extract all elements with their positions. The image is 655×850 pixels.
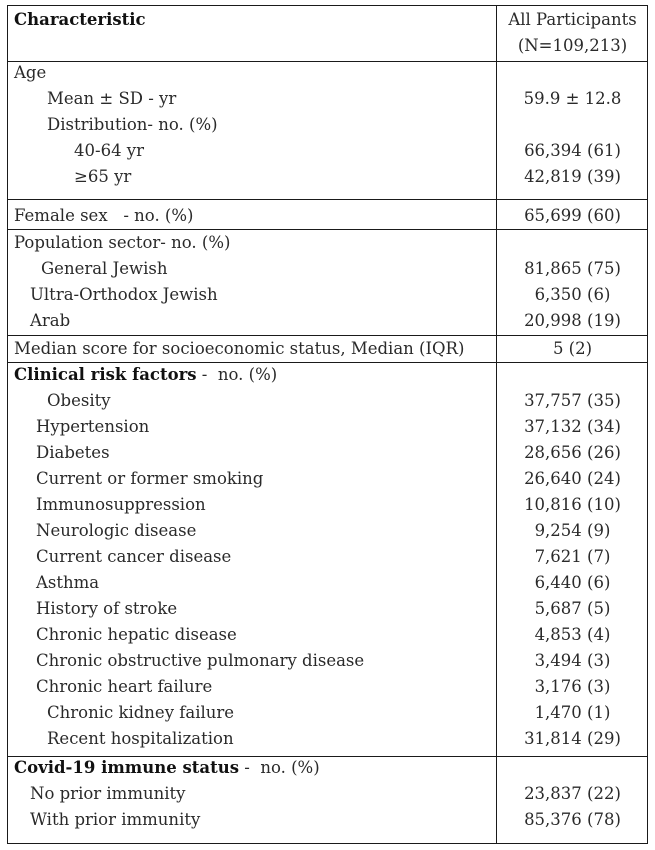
row-divider: [8, 362, 647, 363]
clinical-row-value: 31,814 (29): [524, 729, 621, 748]
female-label: Female sex - no. (%): [14, 206, 194, 225]
clinical-row-value: 26,640 (24): [524, 469, 621, 488]
covid-row-value: 85,376 (78): [524, 810, 621, 829]
clinical-heading: [14, 365, 277, 385]
ses-label: Median score for socioeconomic status, Median (IQR): [14, 339, 465, 358]
age-mean-label: Mean ± SD - yr: [47, 89, 177, 108]
clinical-row-label: Neurologic disease: [36, 521, 197, 540]
population-label: Population sector- no. (%): [14, 233, 231, 252]
clinical-row-label: Immunosuppression: [36, 495, 206, 514]
age-mean-value: 59.9 ± 12.8: [523, 89, 622, 108]
clinical-row-value: 6,440 (6): [534, 573, 611, 592]
covid-suffix: - no. (%): [239, 758, 320, 777]
clinical-row-value: 9,254 (9): [534, 521, 611, 540]
clinical-row-label: Chronic kidney failure: [47, 703, 235, 722]
population-row-label: General Jewish: [41, 259, 168, 278]
clinical-row-label: Current or former smoking: [36, 469, 264, 488]
row-divider: [8, 229, 647, 230]
covid-row-value: 23,837 (22): [524, 784, 621, 803]
clinical-row-label: Chronic hepatic disease: [36, 625, 237, 644]
header-n: (N=109,213): [517, 36, 628, 55]
row-divider: [8, 756, 647, 757]
clinical-row-label: Current cancer disease: [36, 547, 232, 566]
clinical-suffix: - no. (%): [196, 365, 278, 384]
age-group1-value: 66,394 (61): [524, 141, 621, 160]
population-row-label: Ultra-Orthodox Jewish: [30, 285, 218, 304]
clinical-row-label: Asthma: [36, 573, 100, 592]
age-group2-label: ≥65 yr: [74, 167, 132, 186]
clinical-row-value: 37,132 (34): [524, 417, 621, 436]
clinical-row-value: 3,176 (3): [534, 677, 611, 696]
row-divider: [8, 61, 647, 62]
clinical-row-label: Recent hospitalization: [47, 729, 234, 748]
age-group2-value: 42,819 (39): [524, 167, 621, 186]
covid-row-label: No prior immunity: [30, 784, 186, 803]
female-value: 65,699 (60): [524, 206, 621, 225]
clinical-row-label: Hypertension: [36, 417, 150, 436]
clinical-row-value: 5,687 (5): [534, 599, 611, 618]
covid-heading: [14, 758, 320, 778]
population-row-value: 6,350 (6): [534, 285, 611, 304]
clinical-row-value: 3,494 (3): [534, 651, 611, 670]
clinical-row-label: History of stroke: [36, 599, 178, 618]
population-row-value: 20,998 (19): [524, 311, 621, 330]
age-group1-label: 40-64 yr: [74, 141, 145, 160]
clinical-row-label: Diabetes: [36, 443, 110, 462]
row-divider: [8, 199, 647, 200]
clinical-row-value: 28,656 (26): [524, 443, 621, 462]
covid-row-label: With prior immunity: [30, 810, 201, 829]
population-row-value: 81,865 (75): [524, 259, 621, 278]
clinical-row-value: 4,853 (4): [534, 625, 611, 644]
population-row-label: Arab: [30, 311, 71, 330]
clinical-row-label: Obesity: [47, 391, 111, 410]
header-characteristic: Characteristic: [14, 10, 146, 29]
covid-title: Covid-19 immune status: [14, 758, 240, 777]
clinical-row-label: Chronic heart failure: [36, 677, 213, 696]
age-distribution-label: Distribution- no. (%): [47, 115, 218, 134]
age-label: Age: [14, 63, 47, 82]
clinical-row-value: 37,757 (35): [524, 391, 621, 410]
ses-value: 5 (2): [552, 339, 593, 358]
clinical-row-value: 1,470 (1): [534, 703, 611, 722]
row-divider: [8, 335, 647, 336]
baseline-characteristics-table: [7, 5, 648, 844]
clinical-title: Clinical risk factors: [14, 365, 197, 384]
clinical-row-value: 10,816 (10): [524, 495, 621, 514]
clinical-row-value: 7,621 (7): [534, 547, 611, 566]
header-all-participants: All Participants: [508, 10, 637, 29]
clinical-row-label: Chronic obstructive pulmonary disease: [36, 651, 365, 670]
